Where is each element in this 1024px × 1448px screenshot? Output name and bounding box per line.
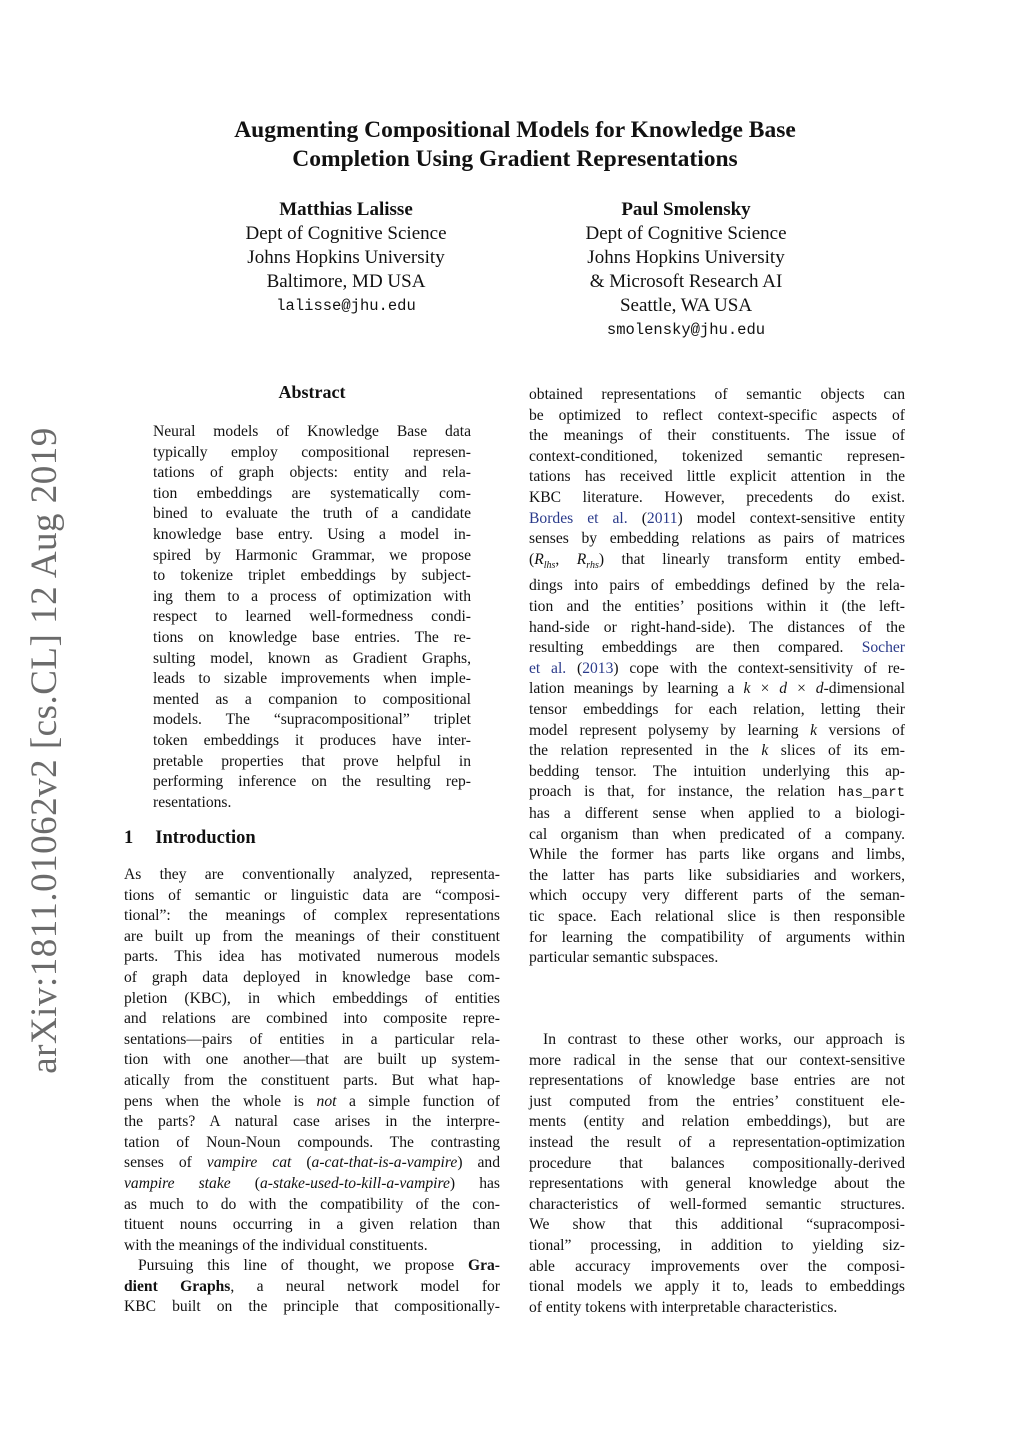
- intro-left-column: [124, 865, 500, 1318]
- text-line: pens when the whole is not a simple function of: [124, 1092, 500, 1110]
- author-affiliation: Baltimore, MD USA: [266, 271, 426, 292]
- title-line-2: Completion Using Gradient Representations: [292, 146, 738, 172]
- text-line: which occupy very different parts of the seman-: [529, 887, 905, 905]
- text-line: tations has received little explicit attention in the: [529, 468, 905, 486]
- text-line: hand-side or right-hand-side). The distances of the: [529, 618, 905, 636]
- text-line: able accuracy improvements over the composi-: [529, 1257, 905, 1275]
- abstract-line: tion embeddings are systematically com-: [153, 484, 471, 502]
- citation-link[interactable]: et al.: [529, 659, 567, 677]
- citation-link[interactable]: Socher: [861, 639, 905, 657]
- text-line: more radical in the sense that our context-sensitive: [529, 1051, 905, 1069]
- text-line: the meanings of their constituents. The issue of: [529, 427, 905, 445]
- text-line: vampire stake (a-stake-used-to-kill-a-vampire) has: [124, 1174, 500, 1192]
- author-affiliation: Dept of Cognitive Science: [585, 223, 787, 244]
- text-line: ($R_{lhs}$, $R_{rhs}$) that linearly transform entity embed-: [529, 550, 906, 571]
- text-line: tituent nouns occurring in a given relation than: [124, 1216, 500, 1234]
- text-line: with the meanings of the individual constituents.: [124, 1236, 428, 1254]
- text-line: cal organism than when predicated of a company.: [529, 825, 905, 843]
- citation-year-link[interactable]: 2013: [582, 659, 614, 677]
- text-line: proach is that, for instance, the relation has_part: [529, 783, 905, 802]
- author-block-1: [196, 198, 496, 318]
- abstract-line: models. The “supracompositional” triplet: [153, 711, 471, 729]
- text-line: just computed from the entries’ constituent ele-: [529, 1092, 905, 1110]
- abstract-line: tations of graph objects: entity and rela-: [153, 464, 471, 482]
- text-line: While the former has parts like organs and limbs,: [529, 846, 905, 864]
- text-line: tion with one another—that are built up system-: [124, 1051, 500, 1069]
- abstract-line: knowledge base entry. Using a model in-: [153, 525, 471, 543]
- text-line: tation of Noun-Noun compounds. The contrasting: [124, 1133, 500, 1151]
- author-name: Matthias Lalisse: [279, 199, 413, 220]
- text-line: the latter has parts like subsidiaries and workers,: [529, 866, 905, 884]
- abstract-line: bined to evaluate the truth of a candidate: [153, 505, 471, 523]
- abstract-line: to tokenize triplet embeddings by subject-: [153, 567, 471, 585]
- text-line: be optimized to reflect context-specific aspects of: [529, 406, 905, 424]
- text-line: et al. (2013) cope with the context-sensitivity of re-: [529, 659, 905, 677]
- author-affiliation: Johns Hopkins University: [587, 247, 785, 268]
- text-line: As they are conventionally analyzed, representa-: [124, 866, 500, 883]
- citation-year-link[interactable]: 2011: [646, 509, 678, 527]
- text-line: tion and the entities’ positions within it (the left-: [529, 598, 905, 616]
- abstract-line: sulting model, known as Gradient Graphs,: [153, 649, 471, 667]
- author-name: Paul Smolensky: [621, 199, 751, 220]
- text-line: of entity tokens with interpretable characteristics.: [529, 1298, 838, 1316]
- abstract-line: spired by Harmonic Grammar, we propose: [153, 546, 471, 564]
- text-line: particular semantic subspaces.: [529, 949, 719, 967]
- abstract-line: performing inference on the resulting rep-: [153, 773, 471, 791]
- text-line: characteristics of well-formed semantic structures.: [529, 1195, 905, 1213]
- author-email[interactable]: lalisse@jhu.edu: [276, 297, 416, 315]
- abstract-line: pretable properties that prove helpful in: [153, 752, 471, 770]
- abstract-line: resentations.: [153, 793, 232, 811]
- abstract-line: ing them to a process of optimization with: [153, 587, 471, 605]
- text-line: as much to do with the compatibility of the con-: [124, 1195, 500, 1213]
- text-line: dient Graphs, a neural network model for: [124, 1277, 501, 1295]
- text-line: representations of knowledge base entries are not: [529, 1072, 905, 1090]
- author-affiliation: Johns Hopkins University: [247, 247, 445, 268]
- text-line: are built up from the meanings of their constituent: [124, 927, 500, 945]
- author-block-2: [536, 198, 836, 342]
- text-line: KBC literature. However, precedents do exist.: [529, 488, 905, 506]
- text-line: Pursuing this line of thought, we propose Gra-: [138, 1257, 500, 1275]
- text-line: context-conditioned, tokenized semantic represen-: [529, 447, 905, 465]
- abstract-line: respect to learned well-formedness condi-: [153, 608, 471, 626]
- text-line: obtained representations of semantic objects can: [529, 386, 905, 403]
- text-line: bedding tensor. The intuition underlying this ap-: [529, 762, 905, 780]
- section-heading-introduction: [124, 828, 256, 849]
- author-email[interactable]: smolensky@jhu.edu: [606, 321, 766, 339]
- text-line: procedure that balances compositionally-derived: [529, 1154, 905, 1172]
- text-line: the relation represented in the k slices of its em-: [529, 742, 905, 760]
- text-line: lation meanings by learning a k × d × d-dimensional: [529, 680, 906, 698]
- arxiv-identifier: arXiv:1811.01062v2 [cs.CL] 12 Aug 2019: [23, 426, 65, 1074]
- section-title: Introduction: [155, 828, 256, 848]
- text-line: has a different sense when applied to a biologi-: [529, 804, 905, 822]
- abstract-line: Neural models of Knowledge Base data: [153, 423, 471, 440]
- text-line: atically from the constituent parts. But what hap-: [124, 1071, 500, 1089]
- text-line: senses by embedding relations as pairs of matrices: [529, 530, 905, 548]
- text-line: pletion (KBC), in which embeddings of entities: [124, 989, 500, 1007]
- text-line: tional models we apply it to, leads to embeddings: [529, 1278, 905, 1296]
- text-line: resulting embeddings are then compared. Socher: [529, 639, 905, 657]
- abstract-line: tions on knowledge base entries. The re-: [153, 628, 471, 646]
- right-column: [529, 385, 905, 969]
- inline-code: has_part: [837, 785, 905, 802]
- author-affiliation: Seattle, WA USA: [619, 295, 753, 316]
- text-line: instead the result of a representation-optimization: [529, 1133, 905, 1151]
- text-line: tic space. Each relational slice is then responsible: [529, 907, 905, 925]
- abstract-line: token embeddings it produces have inter-: [153, 731, 471, 749]
- text-line: ments (entity and relation embeddings), but are: [529, 1113, 905, 1131]
- abstract-line: mented as a companion to compositional: [153, 690, 471, 708]
- text-line: representations with general knowledge about the: [529, 1175, 905, 1193]
- text-line: parts. This idea has motivated numerous models: [124, 948, 500, 966]
- text-line: tional” processing, in addition to yielding siz-: [529, 1236, 905, 1254]
- text-line: of graph data deployed in knowledge base com-: [124, 968, 500, 986]
- paper-title: [150, 116, 880, 174]
- text-line: We show that this additional “supracomposi-: [529, 1216, 905, 1234]
- text-line: dings into pairs of embeddings defined by the rela-: [529, 577, 905, 595]
- text-line: tional”: the meanings of complex representations: [124, 907, 500, 925]
- abstract-line: typically employ compositional represen-: [153, 443, 471, 461]
- abstract-body: [153, 422, 471, 813]
- author-affiliation: & Microsoft Research AI: [589, 271, 783, 292]
- text-line: tions of semantic or linguistic data are “composi-: [124, 886, 500, 904]
- text-line: KBC built on the principle that compositionally-: [124, 1298, 500, 1316]
- abstract-heading: Abstract: [278, 382, 346, 402]
- author-affiliation: Dept of Cognitive Science: [245, 223, 447, 244]
- text-line: In contrast to these other works, our approach is: [543, 1031, 905, 1048]
- text-line: tensor embeddings for each relation, letting their: [529, 701, 905, 719]
- arxiv-sidebar-stamp: [14, 426, 74, 1074]
- text-line: the parts? A natural case arises in the interpre-: [124, 1113, 500, 1131]
- text-line: model represent polysemy by learning k versions of: [529, 721, 905, 739]
- text-line: Bordes et al. (2011) model context-sensitive entity: [529, 509, 905, 527]
- text-line: senses of vampire cat (a-cat-that-is-a-vampire) and: [124, 1154, 500, 1172]
- text-line: for learning the compatibility of arguments within: [529, 928, 905, 946]
- abstract-line: leads to sizable improvements when imple-: [153, 670, 471, 688]
- right-column-para2: [529, 1030, 905, 1318]
- title-line-1: Augmenting Compositional Models for Knowledge Base: [234, 117, 796, 143]
- section-number: 1: [124, 828, 134, 848]
- citation-link[interactable]: Bordes et al.: [529, 509, 628, 527]
- text-line: sentations—pairs of entities in a particular rela-: [124, 1030, 500, 1048]
- text-line: and relations are combined into composite repre-: [124, 1010, 500, 1028]
